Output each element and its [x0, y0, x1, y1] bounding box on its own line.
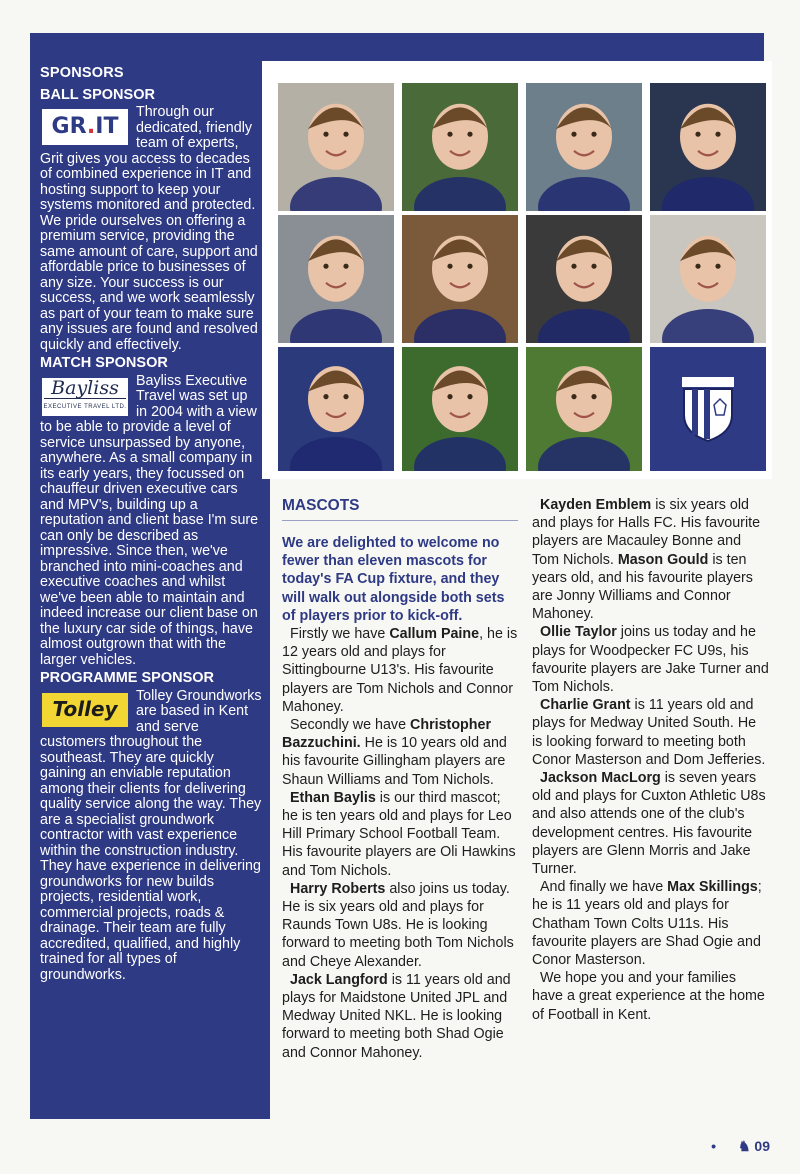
mascot-ollie: Ollie Taylor joins us today and he plays for Woodpecker FC U9s, his favourite players are Jake Turner and Tom Nichols.: [532, 624, 769, 696]
mascot-photo: [650, 215, 766, 343]
mascot-photo: [402, 83, 518, 211]
match-sponsor-section: [40, 356, 262, 668]
mascots-intro: We are delighted to welcome no fewer than eleven mascots for today's FA Cup fixture, and they will walk out alongside both sets of players prior to kick-off.: [282, 535, 505, 624]
footer-separator: •: [711, 1138, 717, 1154]
mascot-christopher: Secondly we have Christopher Bazzuchini. He is 10 years old and his favourite Gillingham players are Shaun Williams and Tom Nichols.: [282, 717, 507, 788]
page-number: 09: [754, 1138, 770, 1154]
mascot-callum: Firstly we have Callum Paine, he is 12 years old and plays for Sittingbourne U13's. His favourite players are Tom Nichols and Connor Mahoney.: [282, 626, 518, 715]
mascots-divider: [282, 520, 518, 521]
gills-horse-icon: ♞: [737, 1138, 751, 1154]
mascots-column-left: [282, 534, 520, 1062]
mascot-kayden-mason: Kayden Emblem is six years old and plays for Halls FC. His favourite players are Macauley Bonne and Tom Nichols. Mason Gould is ten years old, and his favourite players are Jonny Williams and Connor Mahoney.: [532, 497, 761, 623]
mascot-photo: [278, 347, 394, 471]
mascot-photo: [526, 215, 642, 343]
mascot-photo-grid: [262, 61, 772, 479]
mascots-heading: MASCOTS: [282, 497, 360, 514]
mascot-jack: Jack Langford is 11 years old and plays for Maidstone United JPL and Medway United NKL. He is looking forward to meeting both Shad Ogie and Connor Mahoney.: [282, 971, 511, 1061]
tolley-logo: [42, 693, 128, 727]
mascot-photo: [402, 215, 518, 343]
mascot-jackson: Jackson MacLorg is seven years old and plays for Cuxton Athletic U8s and also attends one of the club's development centres. His favourite players are Glenn Morris and Jake Turner.: [532, 770, 766, 878]
grit-logo: [42, 109, 128, 145]
gillingham-crest-tile: [650, 347, 766, 471]
grit-logo-part1: GR: [51, 114, 87, 140]
sponsors-heading: SPONSORS: [40, 65, 124, 81]
bayliss-logo-text: Bayliss: [51, 376, 119, 399]
ball-sponsor-section: [40, 88, 262, 354]
sponsors-panel: [30, 61, 270, 1119]
programme-sponsor-text: Tolley Groundworks are based in Kent and serve customers throughout the southeast. They are quickly gaining an enviable reputation among their clients for delivering quality service along the way. They are a specialist groundwork contractor with vast experience within the construction industry. They have experience in delivering groundworks for new builds projects, residential work, commercial projects, roads & drainage. Their team are fully accredited, qualified, and highly trained for all types of groundworks.: [40, 687, 262, 983]
programme-sponsor-title: PROGRAMME SPONSOR: [40, 670, 215, 686]
ball-sponsor-text: Through our dedicated, friendly team of experts, Grit gives you access to decades of combined experience in IT and hosting support to keep your systems monitored and protected. We pride ourselves on offering a premium service, providing the same amount of care, support and affordable price to businesses of any size. Your success is our success, and we work seamlessly as part of your team to make sure any issues are found and resolved quickly and effectively.: [40, 104, 258, 353]
page-footer: [711, 1138, 770, 1155]
mascot-photo: [402, 347, 518, 471]
bayliss-logo-subtext: EXECUTIVE TRAVEL LTD.: [44, 398, 127, 416]
top-banner: [30, 33, 764, 61]
gillingham-crest-icon: [680, 375, 736, 443]
mascot-ethan: Ethan Baylis is our third mascot; he is ten years old and plays for Leo Hill Primary School Football Team. His favourite players are Oli Hawkins and Tom Nichols.: [282, 789, 516, 879]
mascot-photo: [278, 215, 394, 343]
mascot-photo: [278, 83, 394, 211]
mascot-photo: [526, 83, 642, 211]
match-sponsor-text: Bayliss Executive Travel was set up in 2004 with a view to be able to provide a level of service unsurpassed by anyone, anywhere. As a small company in its early years, they focussed on chauffeur driven executive cars and MPV's, building up a reputation and client base I'm sure can only be described as impressive. Since then, we've branched into mini-coaches and executive coaches and whilst we've been able to maintain and indeed increase our client base on the luxury car side of things, have almost outgrown that with the larger vehicles.: [40, 372, 259, 668]
programme-sponsor-section: [40, 671, 262, 983]
mascot-charlie: Charlie Grant is 11 years old and plays for Medway United South. He is looking forward to meeting both Conor Masterson and Dom Jefferies.: [532, 697, 766, 768]
closing-message: We hope you and your families have a great experience at the home of Football in Kent.: [532, 970, 765, 1023]
match-sponsor-title: MATCH SPONSOR: [40, 355, 168, 371]
mascot-photo: [650, 83, 766, 211]
tolley-logo-text: Tolley: [52, 696, 118, 721]
grit-logo-dot: .: [86, 114, 96, 140]
mascot-max: And finally we have Max Skillings; he is 11 years old and plays for Chatham Town Colts U11s. His favourite players are Shad Ogie and Conor Masterson.: [532, 879, 762, 969]
grit-logo-part2: IT: [95, 114, 119, 140]
bayliss-logo: [42, 378, 128, 416]
mascots-column-right: [532, 496, 770, 1024]
ball-sponsor-title: BALL SPONSOR: [40, 86, 155, 103]
mascot-harry: Harry Roberts also joins us today. He is six years old and plays for Raunds Town U8s. He is looking forward to meeting both Tom Nichols and Cheye Alexander.: [282, 880, 514, 970]
mascot-photo: [526, 347, 642, 471]
